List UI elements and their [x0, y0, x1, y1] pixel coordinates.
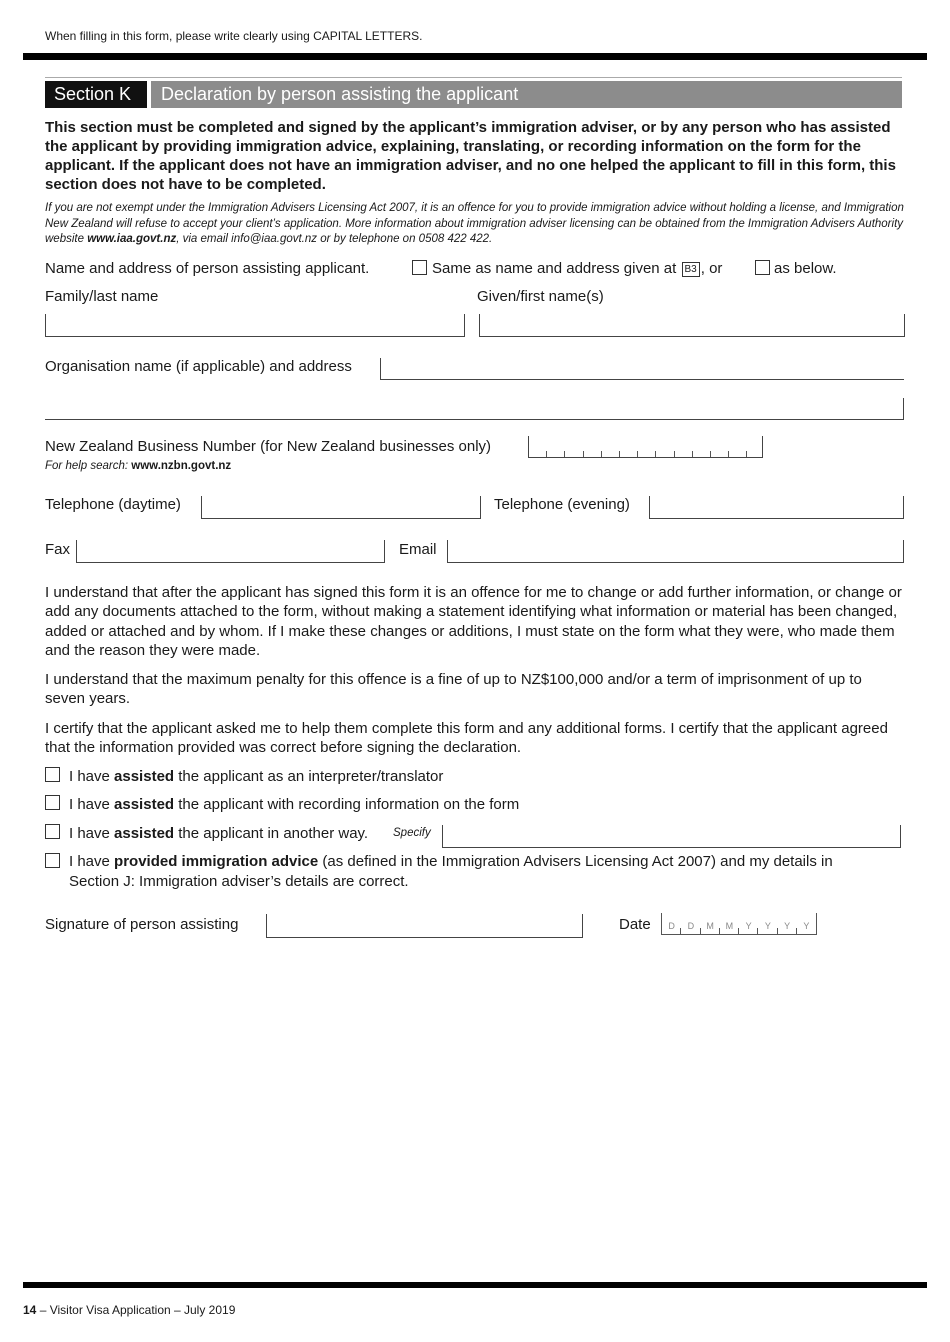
- date-label: Date: [619, 916, 651, 933]
- option-text: the applicant with recording information on the form: [174, 796, 520, 813]
- top-rule: [23, 53, 927, 60]
- same-as-text: Same as name and address given at: [432, 260, 677, 277]
- option-text: (as defined in the Immigration Advisers Licensing Act 2007) and my details in: [318, 853, 833, 870]
- name-address-label: Name and address of person assisting applicant.: [45, 260, 370, 277]
- option-text: I have: [69, 768, 115, 785]
- date-field[interactable]: [661, 913, 817, 935]
- option-bold: assisted: [114, 796, 175, 813]
- recording-option: [69, 795, 519, 814]
- another-way-checkbox[interactable]: [45, 824, 60, 839]
- licensing-note-text: If you are not exempt under the Immigration Advisers Licensing Act 2007, it is an offence for you to provide immigration advice without holding a license, and Immigration New Zealand will refuse to accept your client’s application. More information about immigration adviser licensing can be obtained from the Immigration Advisers Authority website: [45, 202, 904, 245]
- section-intro: This section must be completed and signed by the applicant’s immigration adviser, or by any person who has assisted the applicant by providing immigration advice, explaining, translating, or recording information on the form for the applicant. If the applicant does not have an immigration adviser, and no one helped the applicant to fill in this form, this section does not have to be completed.: [45, 119, 896, 193]
- family-name-label: Family/last name: [45, 288, 159, 305]
- nzbn-digit-ticks: [529, 437, 747, 457]
- interpreter-option: [69, 767, 443, 786]
- date-year-4: Y: [803, 921, 810, 931]
- fax-label: Fax: [45, 541, 71, 558]
- signature-label: Signature of person assisting: [45, 916, 239, 933]
- tel-evening-label: Telephone (evening): [494, 496, 630, 513]
- immigration-advice-option-line2: Section J: Immigration adviser’s details are correct.: [69, 873, 409, 890]
- option-bold: assisted: [114, 768, 175, 785]
- nzbn-help: [45, 459, 231, 474]
- specify-label: Specify: [393, 827, 431, 839]
- date-month-2: M: [720, 913, 739, 934]
- given-name-field[interactable]: [479, 314, 905, 337]
- nzbn-label: New Zealand Business Number (for New Zealand businesses only): [45, 438, 492, 455]
- organisation-field-line2[interactable]: [45, 398, 904, 420]
- immigration-advice-option: [69, 852, 833, 871]
- date-year-1: Y: [739, 913, 758, 934]
- nzbn-field[interactable]: [528, 436, 763, 458]
- email-field[interactable]: [447, 540, 904, 563]
- section-title: Declaration by person assisting the applicant: [151, 81, 902, 108]
- date-day-2: D: [681, 913, 700, 934]
- tel-evening-field[interactable]: [649, 496, 904, 519]
- option-bold: provided immigration advice: [114, 853, 319, 870]
- nzbn-help-prefix: For help search:: [45, 460, 132, 472]
- immigration-advice-checkbox[interactable]: [45, 853, 60, 868]
- page-footer: [23, 1303, 235, 1318]
- signature-field[interactable]: [266, 914, 583, 938]
- footer-text: – Visitor Visa Application – July 2019: [36, 1303, 236, 1317]
- nzbn-website-link[interactable]: www.nzbn.govt.nz: [131, 460, 232, 472]
- date-month-1: M: [701, 913, 720, 934]
- option-text: the applicant in another way.: [174, 825, 369, 842]
- organisation-label: Organisation name (if applicable) and address: [45, 358, 352, 375]
- date-year-3: Y: [778, 913, 797, 934]
- declaration-paragraph-1: I understand that after the applicant has signed this form it is an offence for me to change or add further information, or change or add any documents attached to the form, without making a statement identifying what information or material has been changed, added or attached and by whom. If I make these changes or additions, I must state on the form what they were, who made them and the reason they were made.: [45, 584, 902, 660]
- tel-daytime-label: Telephone (daytime): [45, 496, 181, 513]
- section-tag: Section K: [45, 81, 147, 108]
- capital-letters-instruction: When filling in this form, please write clearly using CAPITAL LETTERS.: [45, 29, 423, 43]
- licensing-note: [45, 201, 905, 248]
- option-text: I have: [69, 853, 115, 870]
- recording-checkbox[interactable]: [45, 795, 60, 810]
- date-day-1: D: [662, 913, 681, 934]
- as-below-checkbox[interactable]: [755, 260, 770, 275]
- email-label: Email: [399, 541, 437, 558]
- fax-field[interactable]: [76, 540, 385, 563]
- section-top-line: [45, 77, 902, 78]
- licensing-note-contact: , via email info@iaa.govt.nz or by telephone on 0508 422 422.: [176, 233, 493, 245]
- declaration-paragraph-2: I understand that the maximum penalty for this offence is a fine of up to NZ$100,000 and/or a term of imprisonment of up to seven years.: [45, 671, 862, 708]
- declaration-paragraph-3: I certify that the applicant asked me to help them complete this form and any additional forms. I certify that the applicant agreed that the information provided was correct before signing the declaration.: [45, 720, 888, 757]
- as-below-label: as below.: [774, 260, 837, 277]
- specify-field[interactable]: [442, 825, 901, 847]
- date-year-2: Y: [758, 913, 777, 934]
- section-header: [45, 81, 902, 108]
- or-text: , or: [700, 260, 723, 277]
- option-text: I have: [69, 796, 115, 813]
- b3-reference: B3: [682, 262, 700, 277]
- specify-field-underline: [442, 847, 901, 848]
- option-bold: assisted: [114, 825, 175, 842]
- option-text: the applicant as an interpreter/translator: [174, 768, 444, 785]
- interpreter-checkbox[interactable]: [45, 767, 60, 782]
- same-as-checkbox[interactable]: [412, 260, 427, 275]
- bottom-rule: [23, 1282, 927, 1288]
- given-name-label: Given/first name(s): [477, 288, 604, 305]
- same-as-label: [432, 259, 722, 278]
- iaa-website-link[interactable]: www.iaa.govt.nz: [87, 233, 177, 245]
- option-text: I have: [69, 825, 115, 842]
- tel-daytime-field[interactable]: [201, 496, 481, 519]
- another-way-option: [69, 824, 368, 843]
- page-number: 14: [23, 1303, 37, 1317]
- organisation-field-line1[interactable]: [380, 358, 904, 380]
- family-name-field[interactable]: [45, 314, 465, 337]
